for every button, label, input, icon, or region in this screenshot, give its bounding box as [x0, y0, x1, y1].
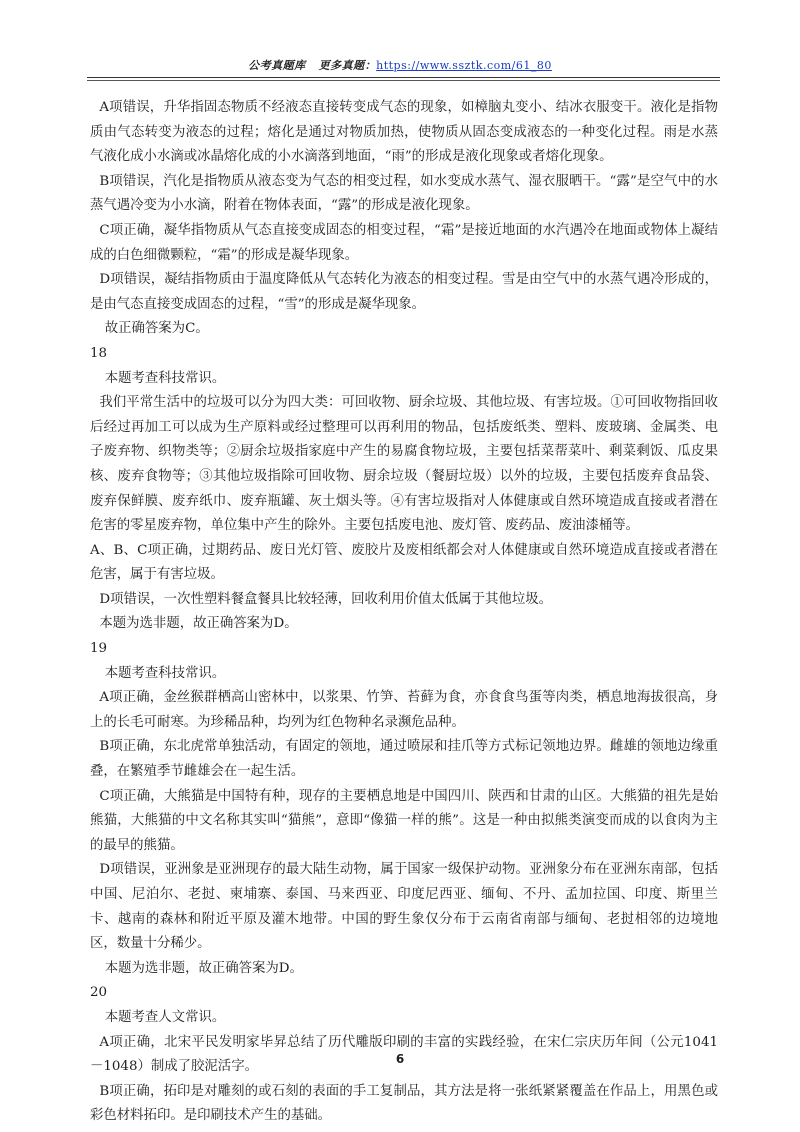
page-header [0, 57, 800, 77]
topic-line: 本题考查人文常识。 [104, 1009, 226, 1025]
paragraph: A项正确，北宋平民发明家毕昇总结了历代雕版印刷的丰富的实践经验，在宋仁宗庆历年间（公元1041－1048）制成了胶泥活字。 [90, 1034, 718, 1075]
answer-line: 故正确答案为C。 [104, 321, 209, 337]
paragraph: D项错误，凝结指物质由于温度降低从气态转化为液态的相变过程。雪是由空气中的水蒸气遇冷形成的，是由气态直接变成固态的过程，“雪”的形成是凝华现象。 [90, 272, 718, 312]
question-number: 20 [90, 985, 108, 1001]
header-rule-thin [87, 80, 720, 81]
answer-line: 本题为选非题，故正确答案为D。 [104, 960, 303, 976]
question-number: 19 [90, 641, 108, 657]
document-body [90, 96, 718, 1129]
header-rule [87, 77, 720, 78]
paragraph: B项正确，东北虎常单独活动，有固定的领地，通过喷尿和挂爪等方式标记领地边界。雌雄的领地边缘重叠，在繁殖季节雌雄会在一起生活。 [90, 739, 718, 780]
paragraph: D项错误，一次性塑料餐盒餐具比较轻薄，回收利用价值太低属于其他垃圾。 [99, 591, 552, 607]
paragraph: B项错误，汽化是指物质从液态变为气态的相变过程，如水变成水蒸气、湿衣服晒干。“露”是空气中的水蒸气遇冷变为小水滴，附着在物体表面，“露”的形成是液化现象。 [90, 173, 718, 214]
topic-line: 本题考查科技常识。 [104, 370, 226, 386]
paragraph: C项正确，凝华指物质从气态直接变成固态的相变过程，“霜”是接近地面的水汽遇冷在地面或物体上凝结成的白色细微颗粒，“霜”的形成是凝华现象。 [90, 222, 718, 263]
header-link[interactable]: https://www.ssztk.com/61_80 [376, 59, 552, 72]
paragraph: 我们平常生活中的垃圾可以分为四大类：可回收物、厨余垃圾、其他垃圾、有害垃圾。①可回收物指回收后经过再加工可以成为生产原料或经过整理可以再利用的物品，包括废纸类、塑料、废玻璃、金属类、电子废弃物、织物类等；②厨余垃圾指家庭中产生的易腐食物垃圾，主要包括菜帮菜叶、剩菜剩饭、瓜皮果核、废弃食物等；③其他垃圾指除可回收物、厨余垃圾（餐厨垃圾）以外的垃圾，主要包括废弃食品袋、废弃保鲜膜、废弃纸巾、废弃瓶罐、灰土烟头等。④有害垃圾指对人体健康或自然环境造成直接或者潜在危害的零星废弃物，单位集中产生的除外。主要包括废电池、废灯管、废药品、废油漆桶等。 [90, 395, 718, 534]
header-more-label: 更多真题： [318, 59, 377, 72]
paragraph: A、B、C项正确，过期药品、废日光灯管、废胶片及废相纸都会对人体健康或自然环境造成直接或者潜在危害，属于有害垃圾。 [90, 542, 718, 583]
paragraph: B项正确，拓印是对雕刻的或石刻的表面的手工复制品，其方法是将一张纸紧紧覆盖在作品上，用黑色或彩色材料拓印。是印刷技术产生的基础。 [90, 1083, 718, 1124]
paragraph: C项正确，大熊猫是中国特有种，现存的主要栖息地是中国四川、陕西和甘肃的山区。大熊猫的祖先是始熊猫，大熊猫的中文名称其实叫“猫熊”，意即“像猫一样的熊”。这是一种由拟熊类演变而成的以食肉为主的最早的熊猫。 [90, 788, 718, 853]
answer-line: 本题为选非题，故正确答案为D。 [99, 616, 298, 632]
paragraph: D项错误，亚洲象是亚洲现存的最大陆生动物，属于国家一级保护动物。亚洲象分布在亚洲东南部，包括中国、尼泊尔、老挝、柬埔寨、泰国、马来西亚、印度尼西亚、缅甸、不丹、孟加拉国、印度、斯里兰卡、越南的森林和附近平原及灌木地带。中国的野生象仅分布于云南省南部与缅甸、老挝相邻的边境地区，数量十分稀少。 [90, 862, 718, 952]
header-title: 公考真题库 [248, 59, 306, 72]
page-number: 6 [395, 1052, 405, 1066]
paragraph: A项正确，金丝猴群栖高山密林中，以浆果、竹笋、苔藓为食，亦食食鸟蛋等肉类，栖息地海拔很高，身上的长毛可耐寒。为珍稀品种，均列为红色物种名录濒危品种。 [90, 690, 718, 730]
question-number: 18 [90, 345, 108, 361]
paragraph: A项错误，升华指固态物质不经液态直接转变成气态的现象，如樟脑丸变小、结冰衣服变干。液化是指物质由气态转变为液态的过程；熔化是通过对物质加热，使物质从固态变成液态的一种变化过程。雨是水蒸气液化成小水滴或冰晶熔化成的小水滴落到地面，“雨”的形成是液化现象或者熔化现象。 [90, 100, 718, 165]
topic-line: 本题考查科技常识。 [104, 665, 226, 681]
